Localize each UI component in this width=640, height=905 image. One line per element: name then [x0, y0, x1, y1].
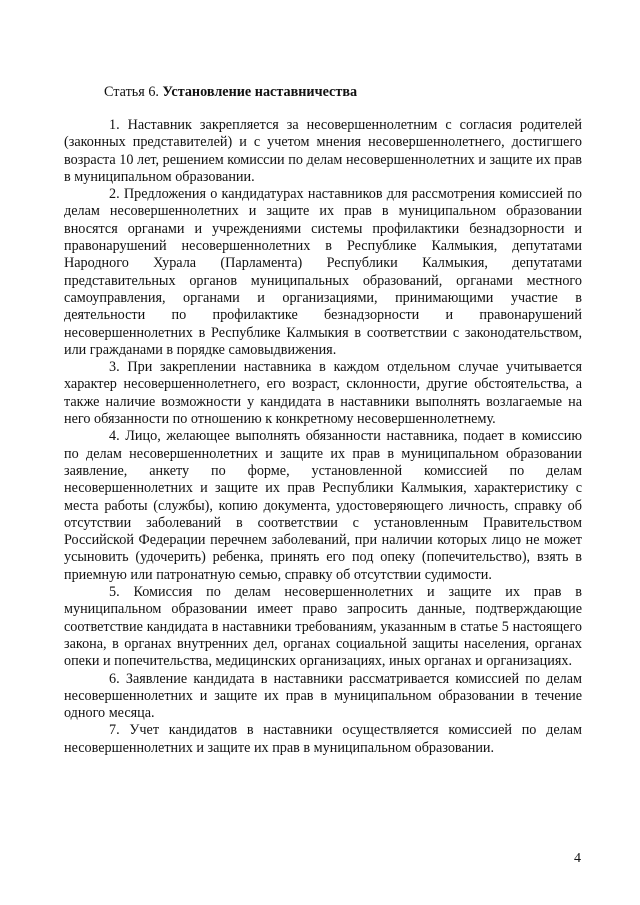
article-heading: [104, 83, 357, 101]
paragraph-5: 5. Комиссия по делам несовершеннолетних и защите их прав в муниципальном образовании имеет право запросить данные, подтверждающие соответствие кандидата в наставники требованиям, указанным в статье 5 настоящего закона, в органах внутренних дел, органах социальной защиты населения, органах опеки и попечительства, медицинских организациях, иных органах и организациях.: [64, 584, 582, 670]
paragraph-6: 6. Заявление кандидата в наставники рассматривается комиссией по делам несовершеннолетних и защите их прав в муниципальном образовании в течение одного месяца.: [64, 670, 582, 722]
article-label: Статья 6.: [104, 84, 159, 100]
paragraph-2: 2. Предложения о кандидатурах наставников для рассмотрения комиссией по делам несовершеннолетних и защите их прав в муниципальном образовании вносятся органами и учреждениями системы профилактики безнадзорности и правонарушений несовершеннолетних в Республике Калмыкия, депутатами Народного Хурала (Парламента) Республики Калмыкия, депутатами представительных органов муниципальных образований, органами местного самоуправления, органами и организациями, принимающими участие в деятельности по профилактике безнадзорности и правонарушений несовершеннолетних в Республике Калмыкия в соответствии с законодательством, или гражданами в порядке самовыдвижения.: [64, 186, 582, 358]
paragraph-3: 3. При закреплении наставника в каждом отдельном случае учитывается характер несовершеннолетнего, его возраст, склонности, другие обстоятельства, а также наличие возможности у кандидата в наставники выполнять возлагаемые на него обязанности по отношению к конкретному несовершеннолетнему.: [64, 359, 582, 428]
article-title: Установление наставничества: [162, 84, 358, 100]
paragraph-1: 1. Наставник закрепляется за несовершеннолетним с согласия родителей (законных представителей) и с учетом мнения несовершеннолетнего, достигшего возраста 10 лет, решением комиссии по делам несовершеннолетних и защите их прав в муниципальном образовании.: [64, 117, 582, 185]
paragraph-4: 4. Лицо, желающее выполнять обязанности наставника, подает в комиссию по делам несовершеннолетних и защите их прав в муниципальном образовании заявление, анкету по форме, установленной комиссией по делам несовершеннолетних и защите их прав Республики Калмыкия, характеристику с места работы (службы), копию документа, удостоверяющего личность, справку об отсутствии заболеваний в соответствии с установленным Правительством Российской Федерации перечнем заболеваний, при наличии которых лицо не может усыновить (удочерить) ребенка, принять его под опеку (попечительство), взять в приемную или патронатную семью, справку об отсутствии судимости.: [64, 428, 582, 583]
page-number: 4: [574, 851, 581, 866]
article-body: [64, 117, 582, 757]
paragraph-7: 7. Учет кандидатов в наставники осуществляется комиссией по делам несовершеннолетних и защите их прав в муниципальном образовании.: [64, 722, 582, 756]
